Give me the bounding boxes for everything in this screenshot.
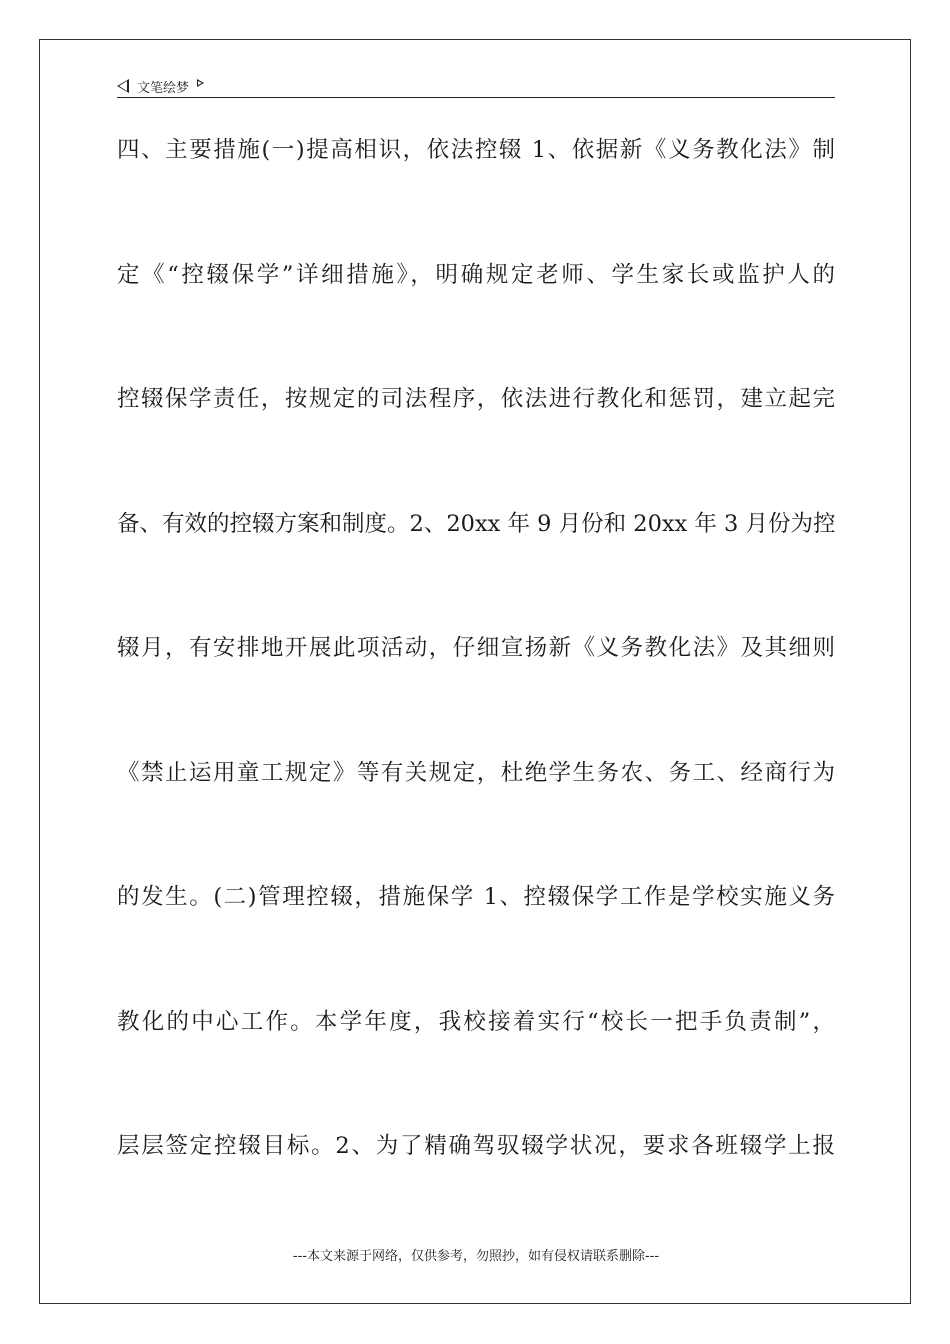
triangle-right-icon: [197, 79, 204, 87]
text-line: 《禁止运用童工规定》等有关规定，杜绝学生务农、务工、经商行为: [117, 759, 835, 786]
text-line: 定《“控辍保学”详细措施》，明确规定老师、学生家长或监护人的: [117, 261, 835, 288]
header-title: 文笔绘梦: [137, 80, 190, 96]
header-divider: [117, 97, 835, 98]
text-line: 控辍保学责任，按规定的司法程序，依法进行教化和惩罚，建立起完: [117, 386, 835, 412]
footer-disclaimer: ---本文来源于网络，仅供参考，勿照抄，如有侵权请联系删除---: [292, 1249, 660, 1264]
text-line: 四、主要措施(一)提高相识，依法控辍 1、依据新《义务教化法》制: [117, 137, 835, 163]
document-body: [117, 128, 835, 1249]
page-header: [117, 74, 835, 98]
text-line: 备、有效的控辍方案和制度。2、20xx 年 9 月份和 20xx 年 3 月份为控: [117, 510, 836, 537]
text-line: 层层签定控辍目标。2、为了精确驾驭辍学状况，要求各班辍学上报: [117, 1133, 835, 1159]
triangle-left-icon: [117, 79, 129, 93]
text-line: 辍月，有安排地开展此项活动，仔细宣扬新《义务教化法》及其细则: [117, 635, 835, 661]
text-line: 教化的中心工作。本学年度，我校接着实行“校长一把手负责制”，: [117, 1008, 835, 1035]
text-line: 的发生。(二)管理控辍，措施保学 1、控辍保学工作是学校实施义务: [117, 884, 835, 910]
